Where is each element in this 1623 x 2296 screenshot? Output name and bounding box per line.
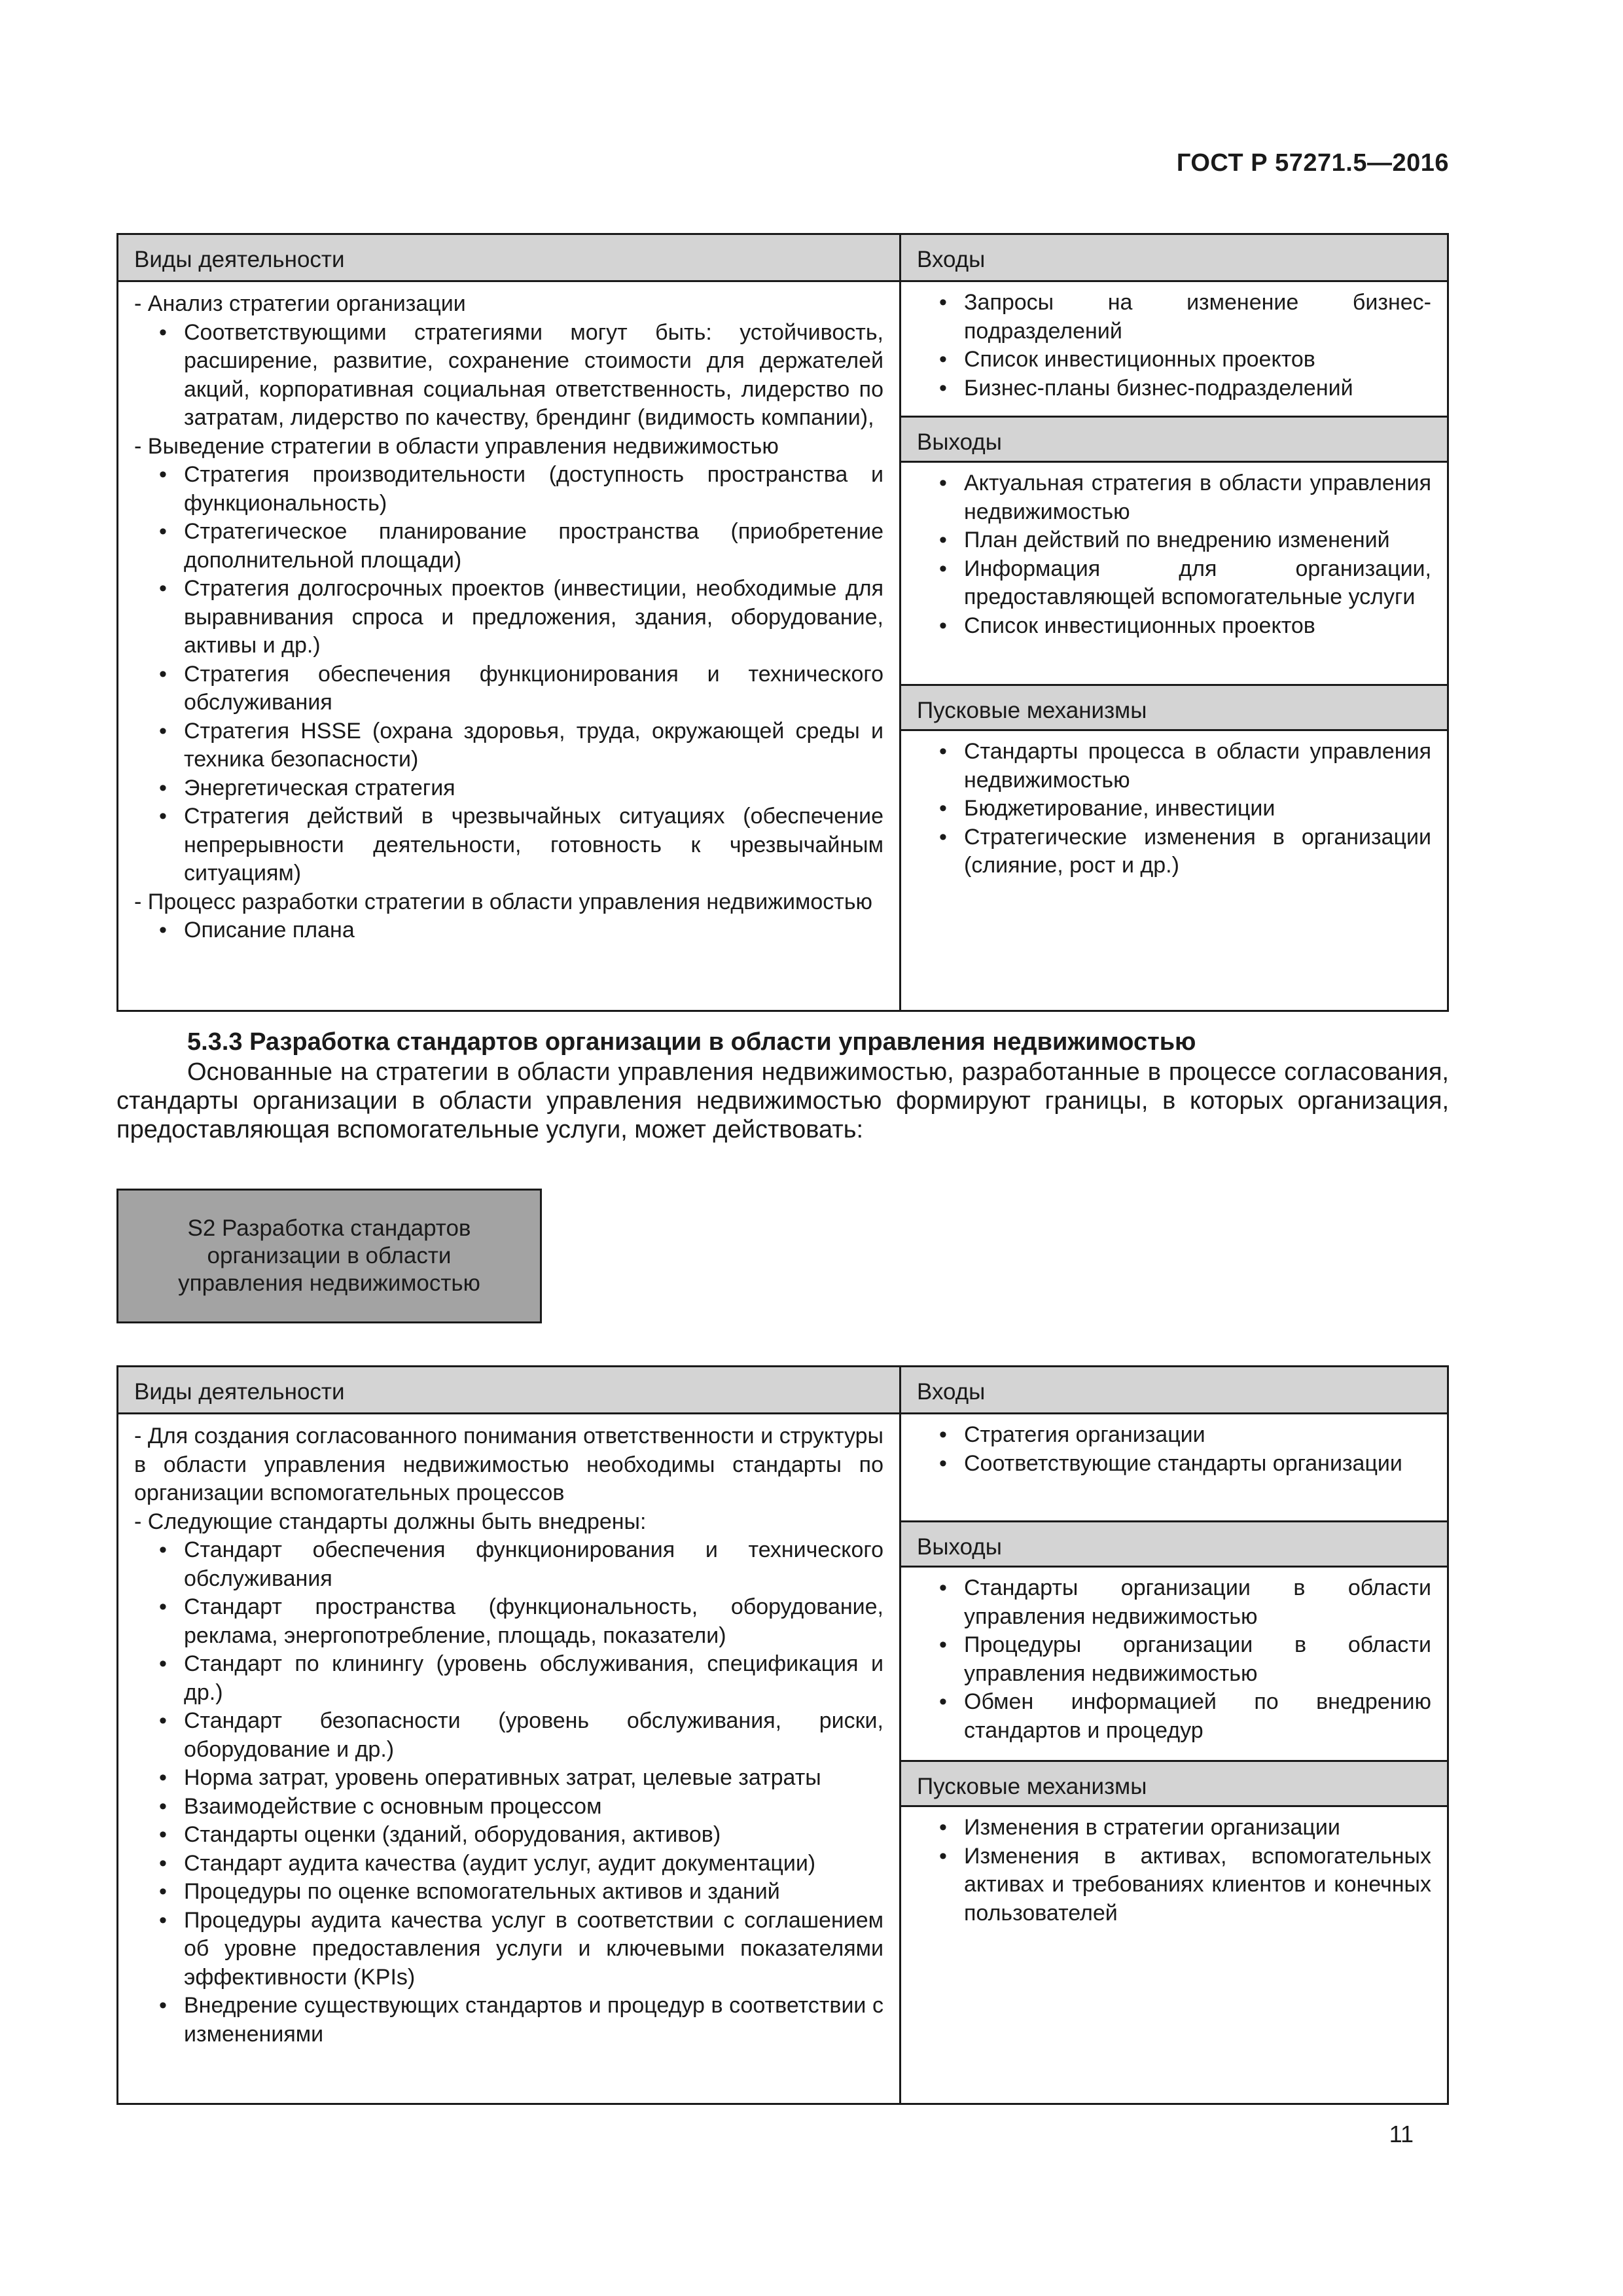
section-heading: 5.3.3 Разработка стандартов организации в области управления недвижимостью — [187, 1028, 1196, 1056]
outputs-list — [917, 469, 1431, 640]
list-item: • План действий по внедрению изменений — [964, 526, 1431, 555]
activities-column — [118, 1367, 901, 2103]
list-item: • Актуальная стратегия в области управления недвижимостью — [964, 469, 1431, 526]
list-item: • Соответствующие стандарты организации — [964, 1450, 1431, 1479]
list-item: • Изменения в стратегии организации — [964, 1814, 1431, 1842]
s2-process-box: S2 Разработка стандартов организации в области управления недвижимостью — [116, 1189, 542, 1323]
triggers-section — [901, 684, 1447, 1010]
list-item: • Энергетическая стратегия — [184, 774, 883, 803]
triggers-list — [917, 1814, 1431, 1928]
activity-bullets — [134, 461, 883, 888]
activity-heading: - Процесс разработки стратегии в области управления недвижимостью — [134, 889, 873, 914]
list-item: • Стандарт безопасности (уровень обслуживания, риски, оборудование и др.) — [184, 1707, 883, 1764]
triggers-section — [901, 1760, 1447, 2103]
document-standard-header: ГОСТ Р 57271.5—2016 — [1176, 149, 1449, 177]
list-item: • Процедуры по оценке вспомогательных активов и зданий — [184, 1878, 883, 1907]
list-item: • Стандарт пространства (функциональность, оборудование, реклама, энергопотребление, площадь, показатели) — [184, 1593, 883, 1650]
inputs-section — [901, 235, 1447, 416]
list-item: • Соответствующими стратегиями могут быть: устойчивость, расширение, развитие, сохранение стоимости для держателей акций, корпоративная социальная ответственность, лидерство по затратам, лидерство по качеству, брендинг (видимость компании), — [184, 319, 883, 433]
list-item: • Обмен информацией по внедрению стандартов и процедур — [964, 1688, 1431, 1745]
list-item: • Список инвестиционных проектов — [964, 346, 1431, 374]
inputs-list — [917, 289, 1431, 403]
list-item: • Бизнес-планы бизнес-подразделений — [964, 374, 1431, 403]
list-item: • Информация для организации, предоставляющей вспомогательные услуги — [964, 555, 1431, 612]
activities-body — [118, 1414, 899, 2055]
activities-column — [118, 235, 901, 1010]
list-item: • Норма затрат, уровень оперативных затрат, целевые затраты — [184, 1764, 883, 1793]
triggers-header: Пусковые механизмы — [901, 1760, 1447, 1807]
inputs-header: Входы — [901, 1367, 1447, 1414]
io-column — [901, 235, 1447, 1010]
activity-heading: - Анализ стратегии организации — [134, 291, 466, 316]
list-item: • Изменения в активах, вспомогательных активах и требованиях клиентов и конечных пользователей — [964, 1842, 1431, 1928]
io-column — [901, 1367, 1447, 2103]
section-paragraph: Основанные на стратегии в области управления недвижимостью, разработанные в процессе согласования, стандарты организации в области управления недвижимостью формируют границы, в которых организация, предоставляющая вспомогательные услуги, может действовать: — [116, 1058, 1449, 1143]
list-item: • Стратегия производительности (доступность пространства и функциональность) — [184, 461, 883, 518]
triggers-header: Пусковые механизмы — [901, 684, 1447, 731]
list-item: • Запросы на изменение бизнес-подразделений — [964, 289, 1431, 346]
activity-heading: - Выведение стратегии в области управления недвижимостью — [134, 433, 779, 459]
page-number: 11 — [1389, 2121, 1414, 2147]
list-item: • Процедуры организации в области управления недвижимостью — [964, 1631, 1431, 1688]
activity-heading: - Следующие стандарты должны быть внедрены: — [134, 1509, 647, 1534]
list-item: • Стратегия HSSE (охрана здоровья, труда, окружающей среды и техника безопасности) — [184, 717, 883, 774]
list-item: • Стандарт аудита качества (аудит услуг, аудит документации) — [184, 1850, 883, 1878]
list-item: • Стандарт по клинингу (уровень обслуживания, спецификация и др.) — [184, 1650, 883, 1707]
list-item: • Стратегия обеспечения функционирования и технического обслуживания — [184, 660, 883, 717]
list-item: • Стратегия действий в чрезвычайных ситуациях (обеспечение непрерывности деятельности, готовность к чрезвычайным ситуациям) — [184, 802, 883, 888]
activities-header: Виды деятельности — [118, 1367, 899, 1414]
list-item: • Описание плана — [184, 916, 883, 945]
list-item: • Стандарты оценки (зданий, оборудования, активов) — [184, 1821, 883, 1850]
list-item: • Стратегия организации — [964, 1421, 1431, 1450]
inputs-header: Входы — [901, 235, 1447, 282]
inputs-list — [917, 1421, 1431, 1478]
list-item: • Стандарты процесса в области управления недвижимостью — [964, 738, 1431, 795]
process-table-strategy — [116, 233, 1449, 1012]
list-item: • Бюджетирование, инвестиции — [964, 795, 1431, 823]
activity-bullets — [134, 916, 883, 945]
outputs-header: Выходы — [901, 416, 1447, 463]
list-item: • Процедуры аудита качества услуг в соответствии с соглашением об уровне предоставления услуги и ключевыми показателями эффективности (KPIs) — [184, 1907, 883, 1992]
list-item: • Стратегические изменения в организации (слияние, рост и др.) — [964, 823, 1431, 880]
process-table-standards — [116, 1365, 1449, 2105]
activity-bullets — [134, 1536, 883, 2049]
list-item: • Внедрение существующих стандартов и процедур в соответствии с изменениями — [184, 1992, 883, 2049]
list-item: • Список инвестиционных проектов — [964, 612, 1431, 641]
activities-body — [118, 282, 899, 952]
activity-heading: - Для создания согласованного понимания ответственности и структуры в области управления недвижимостью необходимы стандарты по организации вспомогательных процессов — [134, 1424, 883, 1505]
list-item: • Стандарт обеспечения функционирования и технического обслуживания — [184, 1536, 883, 1593]
outputs-section — [901, 1520, 1447, 1760]
list-item: • Взаимодействие с основным процессом — [184, 1793, 883, 1821]
triggers-list — [917, 738, 1431, 880]
list-item: • Стратегическое планирование пространства (приобретение дополнительной площади) — [184, 518, 883, 575]
activity-bullets — [134, 319, 883, 433]
outputs-section — [901, 416, 1447, 684]
inputs-section — [901, 1367, 1447, 1520]
list-item: • Стандарты организации в области управления недвижимостью — [964, 1574, 1431, 1631]
outputs-header: Выходы — [901, 1520, 1447, 1568]
outputs-list — [917, 1574, 1431, 1745]
activities-header: Виды деятельности — [118, 235, 899, 282]
list-item: • Стратегия долгосрочных проектов (инвестиции, необходимые для выравнивания спроса и предложения, здания, оборудование, активы и др.) — [184, 575, 883, 660]
